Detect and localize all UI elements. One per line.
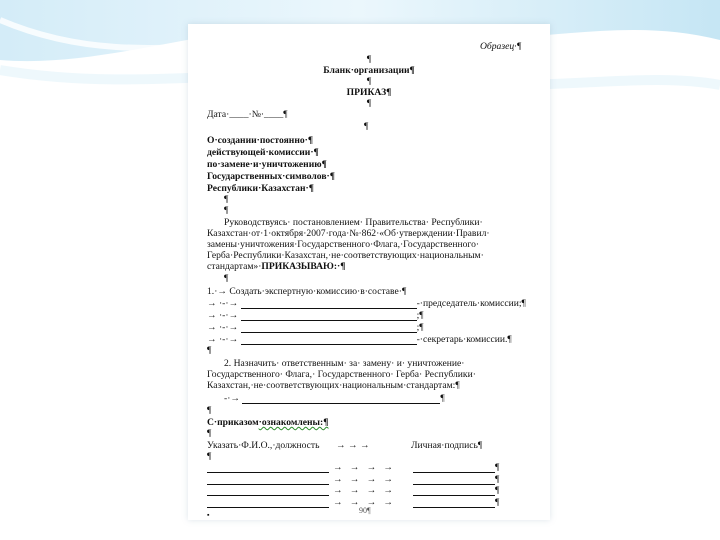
- empty-paragraph-mark: ¶: [207, 345, 212, 356]
- member-name-blank: [241, 323, 417, 333]
- signature-sign-blank: [413, 486, 495, 496]
- signature-row-arrows: → → → →: [333, 473, 393, 485]
- organization-letterhead: Бланк·организации¶: [323, 65, 415, 76]
- responsible-name-blank: [242, 394, 440, 404]
- commission-member-row: [207, 298, 526, 309]
- empty-paragraph-mark: ¶: [207, 428, 212, 439]
- intro-closing-text: стандартам»·: [207, 261, 262, 272]
- acquainted-main: С·приказом: [207, 417, 259, 428]
- signature-row: [207, 497, 499, 508]
- signature-row-arrows: → → → →: [333, 462, 393, 473]
- empty-paragraph-mark: ¶: [207, 405, 212, 416]
- member-prefix: → ·-·→: [207, 298, 241, 309]
- commission-member-row: [207, 310, 424, 321]
- date-number-line: Дата·____·№·____¶: [207, 109, 288, 120]
- acquainted-heading: [207, 417, 328, 428]
- paragraph-mark: ¶: [495, 496, 500, 508]
- empty-paragraph-mark: ¶: [364, 121, 369, 132]
- responsible-prefix: -·→: [224, 393, 243, 404]
- subject-line: действующей·комиссии·¶: [207, 147, 319, 158]
- member-prefix: → ·-·→: [207, 322, 241, 333]
- member-role: -·секретарь·комиссии.¶: [416, 334, 512, 345]
- commission-member-row: [207, 334, 512, 345]
- subject-line: Государственных·символов·¶: [207, 171, 335, 182]
- item-1: 1.·→ Создать·экспертную·комиссию·в·составе·¶: [207, 286, 407, 297]
- order-keyword: ПРИКАЗЫВАЮ:·¶: [261, 261, 346, 272]
- empty-paragraph-mark: ¶: [224, 273, 229, 284]
- commission-member-row: [207, 322, 424, 333]
- empty-paragraph-mark: ¶: [207, 451, 212, 462]
- item-2-line: 2. Назначить· ответственным· за· замену· и· уничтожение·: [224, 358, 465, 369]
- paragraph-mark: ¶: [440, 393, 445, 404]
- signature-header-right: Личная·подпись¶: [411, 440, 483, 451]
- member-role: ;¶: [416, 310, 424, 321]
- signature-row: [207, 462, 499, 473]
- signature-row-arrows: → → → →: [333, 485, 393, 496]
- intro-paragraph-line: Руководствуясь· постановлением· Правительства· Республики·: [224, 217, 483, 228]
- signature-row-arrows: → → → →: [333, 496, 393, 508]
- subject-line: Республики·Казахстан·¶: [207, 183, 314, 194]
- intro-paragraph-line: замены·уничтожения·Государственного·Флага,·Государственного·: [207, 239, 480, 250]
- signature-name-blank: [207, 463, 329, 473]
- signature-sign-blank: [413, 463, 495, 473]
- empty-paragraph-mark: ¶: [224, 194, 229, 205]
- member-role: -·председатель·комиссии;¶: [416, 298, 526, 309]
- sample-label: Образец·¶: [480, 41, 522, 52]
- responsible-person-row: [224, 393, 445, 404]
- member-prefix: → ·-·→: [207, 310, 241, 321]
- member-name-blank: [241, 335, 417, 345]
- page-number: 90¶: [359, 506, 371, 515]
- member-prefix: → ·-·→: [207, 334, 241, 345]
- signature-name-blank: [207, 498, 329, 508]
- paragraph-mark: ¶: [495, 473, 500, 485]
- empty-paragraph-mark: ¶: [366, 98, 372, 109]
- signature-row: [207, 474, 499, 485]
- intro-paragraph-line: Казахстан·от·1·октября·2007·года·№·862·«Об·утверждении·Правил·: [207, 228, 490, 239]
- signature-header-left: Указать·Ф.И.О.,·должность: [207, 440, 320, 451]
- item-2-line: Государственного· Флага,· Государственного· Герба· Республики·: [207, 369, 476, 380]
- empty-paragraph-mark: ¶: [224, 205, 229, 216]
- intro-paragraph-last-line: [207, 261, 345, 272]
- signature-header-arrows: → → →: [336, 440, 370, 451]
- subject-line: О·создании·постоянно·¶: [207, 135, 314, 146]
- acquainted-rest: ·ознакомлены:¶: [258, 417, 329, 428]
- paragraph-mark: ¶: [495, 485, 500, 496]
- section-dot: ▪: [207, 511, 210, 519]
- document-page: [188, 24, 550, 520]
- member-name-blank: [241, 311, 417, 321]
- subject-line: по·замене·и·уничтожению¶: [207, 159, 327, 170]
- member-name-blank: [241, 299, 417, 309]
- member-role: ;¶: [416, 322, 424, 333]
- paragraph-mark: ¶: [495, 462, 500, 473]
- document-title: ПРИКАЗ¶: [346, 87, 392, 98]
- intro-paragraph-line: Герба·Республики·Казахстан,·не·соответствующих·национальным·: [207, 250, 484, 261]
- empty-paragraph-mark: ¶: [366, 54, 372, 65]
- signature-name-blank: [207, 475, 329, 485]
- signature-sign-blank: [413, 475, 495, 485]
- signature-row: [207, 485, 499, 496]
- signature-name-blank: [207, 486, 329, 496]
- empty-paragraph-mark: ¶: [366, 76, 372, 87]
- signature-sign-blank: [413, 498, 495, 508]
- item-2-line: Казахстан,·не·соответствующих·национальным·стандартам:¶: [207, 380, 460, 391]
